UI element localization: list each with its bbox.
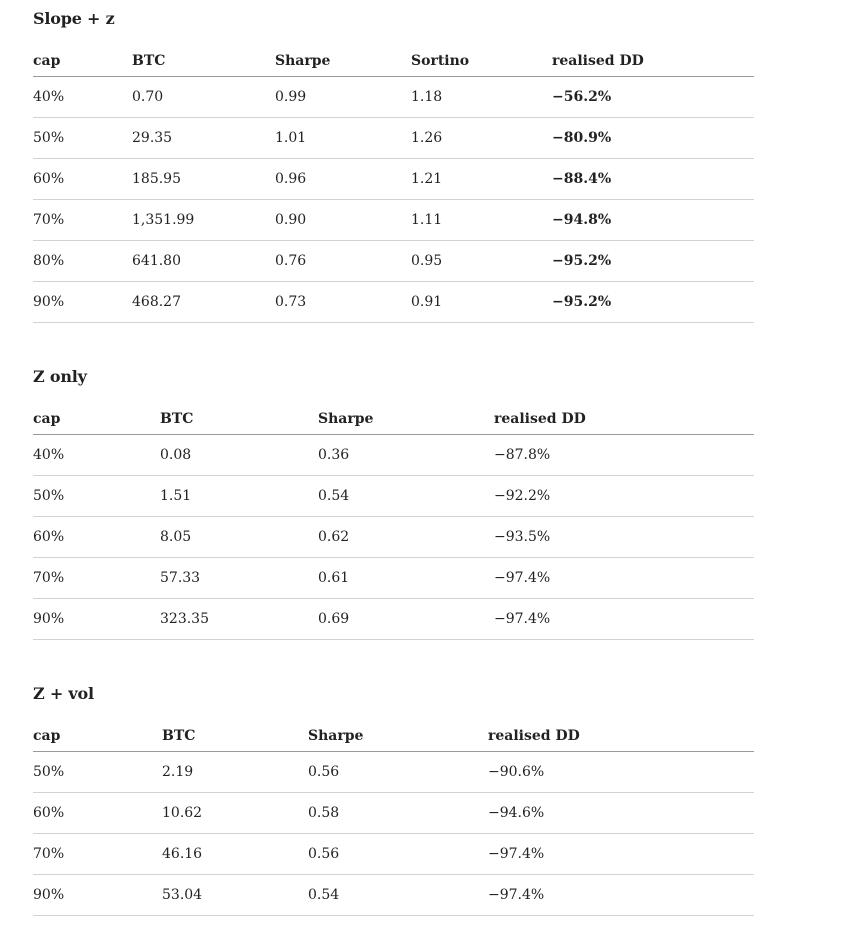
cell-cap: 70% [33, 834, 162, 875]
cell-sharpe: 0.96 [275, 159, 411, 200]
cell-realised-dd: −88.4% [552, 159, 754, 200]
cell-realised-dd: −80.9% [552, 118, 754, 159]
results-table [33, 409, 754, 640]
cell-cap: 80% [33, 241, 132, 282]
column-header-cap: cap [33, 51, 132, 77]
cell-sortino: 0.95 [411, 241, 552, 282]
column-header-sharpe: Sharpe [275, 51, 411, 77]
cell-cap: 90% [33, 599, 160, 640]
column-header-cap: cap [33, 726, 162, 752]
cell-cap: 40% [33, 435, 160, 476]
table-row [33, 282, 754, 323]
cell-btc: 53.04 [162, 875, 308, 916]
cell-realised-dd: −93.5% [494, 517, 754, 558]
cell-realised-dd: −97.4% [494, 558, 754, 599]
table-row [33, 558, 754, 599]
cell-sortino: 0.91 [411, 282, 552, 323]
cell-sharpe: 0.90 [275, 200, 411, 241]
cell-btc: 0.08 [160, 435, 318, 476]
cell-realised-dd: −94.8% [552, 200, 754, 241]
column-header-realised-dd: realised DD [552, 51, 754, 77]
table-row [33, 241, 754, 282]
cell-sharpe: 0.61 [318, 558, 494, 599]
cell-btc: 57.33 [160, 558, 318, 599]
column-header-sortino: Sortino [411, 51, 552, 77]
results-table [33, 726, 754, 916]
cell-sharpe: 0.62 [318, 517, 494, 558]
table-row [33, 159, 754, 200]
column-header-btc: BTC [160, 409, 318, 435]
cell-realised-dd: −56.2% [552, 77, 754, 118]
table-row [33, 599, 754, 640]
column-header-btc: BTC [162, 726, 308, 752]
cell-cap: 90% [33, 282, 132, 323]
cell-sharpe: 0.56 [308, 752, 488, 793]
column-header-btc: BTC [132, 51, 275, 77]
cell-realised-dd: −90.6% [488, 752, 754, 793]
cell-btc: 29.35 [132, 118, 275, 159]
cell-cap: 70% [33, 558, 160, 599]
cell-btc: 10.62 [162, 793, 308, 834]
cell-realised-dd: −87.8% [494, 435, 754, 476]
cell-realised-dd: −95.2% [552, 282, 754, 323]
cell-realised-dd: −97.4% [488, 875, 754, 916]
section-title: Z only [33, 367, 87, 386]
table-row [33, 793, 754, 834]
cell-sortino: 1.26 [411, 118, 552, 159]
table-header-row [33, 51, 754, 77]
table-row [33, 517, 754, 558]
cell-btc: 323.35 [160, 599, 318, 640]
table-row [33, 435, 754, 476]
column-header-sharpe: Sharpe [318, 409, 494, 435]
cell-btc: 468.27 [132, 282, 275, 323]
cell-cap: 60% [33, 159, 132, 200]
cell-sortino: 1.21 [411, 159, 552, 200]
column-header-cap: cap [33, 409, 160, 435]
cell-realised-dd: −92.2% [494, 476, 754, 517]
column-header-sharpe: Sharpe [308, 726, 488, 752]
table-header-row [33, 409, 754, 435]
cell-realised-dd: −97.4% [494, 599, 754, 640]
table-row [33, 875, 754, 916]
table-row [33, 752, 754, 793]
cell-cap: 60% [33, 517, 160, 558]
section-title: Z + vol [33, 684, 94, 703]
cell-sharpe: 0.56 [308, 834, 488, 875]
cell-realised-dd: −97.4% [488, 834, 754, 875]
cell-cap: 90% [33, 875, 162, 916]
cell-sortino: 1.18 [411, 77, 552, 118]
cell-realised-dd: −94.6% [488, 793, 754, 834]
cell-sharpe: 0.73 [275, 282, 411, 323]
cell-btc: 8.05 [160, 517, 318, 558]
cell-sortino: 1.11 [411, 200, 552, 241]
table-header-row [33, 726, 754, 752]
cell-sharpe: 0.54 [318, 476, 494, 517]
cell-sharpe: 0.69 [318, 599, 494, 640]
table-row [33, 77, 754, 118]
section-z-vol [33, 684, 754, 916]
cell-btc: 2.19 [162, 752, 308, 793]
column-header-realised-dd: realised DD [494, 409, 754, 435]
table-row [33, 834, 754, 875]
cell-btc: 0.70 [132, 77, 275, 118]
cell-sharpe: 0.99 [275, 77, 411, 118]
cell-cap: 50% [33, 476, 160, 517]
table-row [33, 476, 754, 517]
cell-btc: 1.51 [160, 476, 318, 517]
cell-realised-dd: −95.2% [552, 241, 754, 282]
cell-cap: 70% [33, 200, 132, 241]
cell-btc: 1,351.99 [132, 200, 275, 241]
cell-cap: 60% [33, 793, 162, 834]
section-slope-z [33, 9, 754, 323]
cell-btc: 641.80 [132, 241, 275, 282]
cell-cap: 50% [33, 118, 132, 159]
cell-btc: 185.95 [132, 159, 275, 200]
cell-cap: 40% [33, 77, 132, 118]
cell-cap: 50% [33, 752, 162, 793]
cell-btc: 46.16 [162, 834, 308, 875]
section-title: Slope + z [33, 9, 115, 28]
cell-sharpe: 0.54 [308, 875, 488, 916]
table-row [33, 118, 754, 159]
cell-sharpe: 0.36 [318, 435, 494, 476]
column-header-realised-dd: realised DD [488, 726, 754, 752]
table-row [33, 200, 754, 241]
results-table [33, 51, 754, 323]
cell-sharpe: 0.58 [308, 793, 488, 834]
section-z-only [33, 367, 754, 640]
cell-sharpe: 1.01 [275, 118, 411, 159]
cell-sharpe: 0.76 [275, 241, 411, 282]
